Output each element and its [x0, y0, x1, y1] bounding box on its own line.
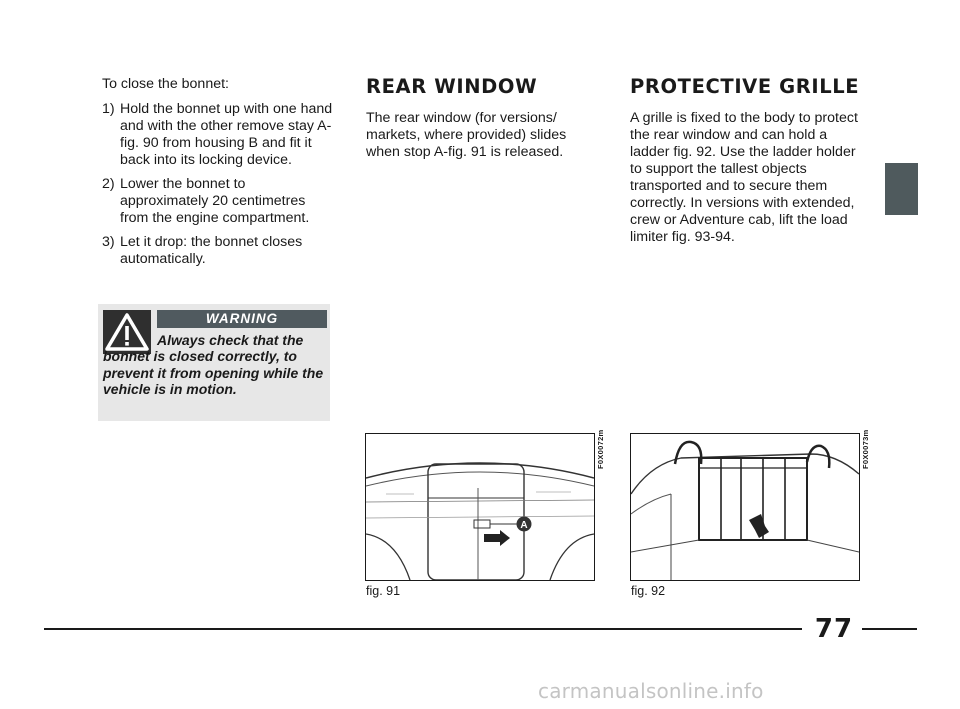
step-number: 3): [102, 234, 115, 250]
protective-grille-heading: PROTECTIVE GRILLE: [630, 75, 860, 98]
figure-92-code: F0X0073m: [861, 429, 870, 469]
figure-92-caption: fig. 92: [631, 584, 666, 598]
page-number: 77: [814, 614, 854, 644]
protective-grille-body: A grille is fixed to the body to protect the rear window and can hold a ladder fig. 92. Use the ladder holder to support the tallest objects transported and to secure them correctly. In versions with extended, crew or Adventure cab, lift the load limiter fig. 93-94.: [630, 110, 858, 245]
figure-91-caption: fig. 91: [366, 584, 401, 598]
rear-window-section: [366, 76, 598, 169]
step-item: [102, 234, 334, 268]
figure-92-illustration: [630, 433, 860, 581]
left-column: [102, 76, 334, 275]
step-number: 1): [102, 101, 115, 117]
figure-91-code: F0X0072m: [596, 429, 605, 469]
watermark: carmanualsonline.info: [538, 679, 764, 703]
rear-window-heading: REAR WINDOW: [366, 75, 538, 98]
step-item: [102, 101, 334, 169]
step-text: Hold the bonnet up with one hand and with the other remove stay A-fig. 90 from housing B and fit it back into its locking device.: [120, 101, 333, 168]
close-bonnet-intro: To close the bonnet:: [102, 76, 229, 92]
callout-a-label: A: [520, 520, 528, 531]
warning-box: [98, 304, 330, 421]
step-item: [102, 176, 334, 227]
rear-window-body: The rear window (for versions/ markets, where provided) slides when stop A-fig. 91 is released.: [366, 110, 567, 160]
warning-header: WARNING: [157, 310, 327, 328]
footer-rule-left: [44, 628, 802, 630]
protective-grille-section: [630, 76, 862, 254]
step-text: Lower the bonnet to approximately 20 centimetres from the engine compartment.: [120, 176, 310, 226]
section-tab: [885, 163, 918, 215]
figure-91-illustration: [365, 433, 595, 581]
footer-rule-right: [862, 628, 917, 630]
step-text: Let it drop: the bonnet closes automatically.: [120, 234, 303, 267]
warning-text: Always check that the bonnet is closed correctly, to prevent it from opening while the vehicle is in motion.: [103, 332, 324, 397]
step-number: 2): [102, 176, 115, 192]
